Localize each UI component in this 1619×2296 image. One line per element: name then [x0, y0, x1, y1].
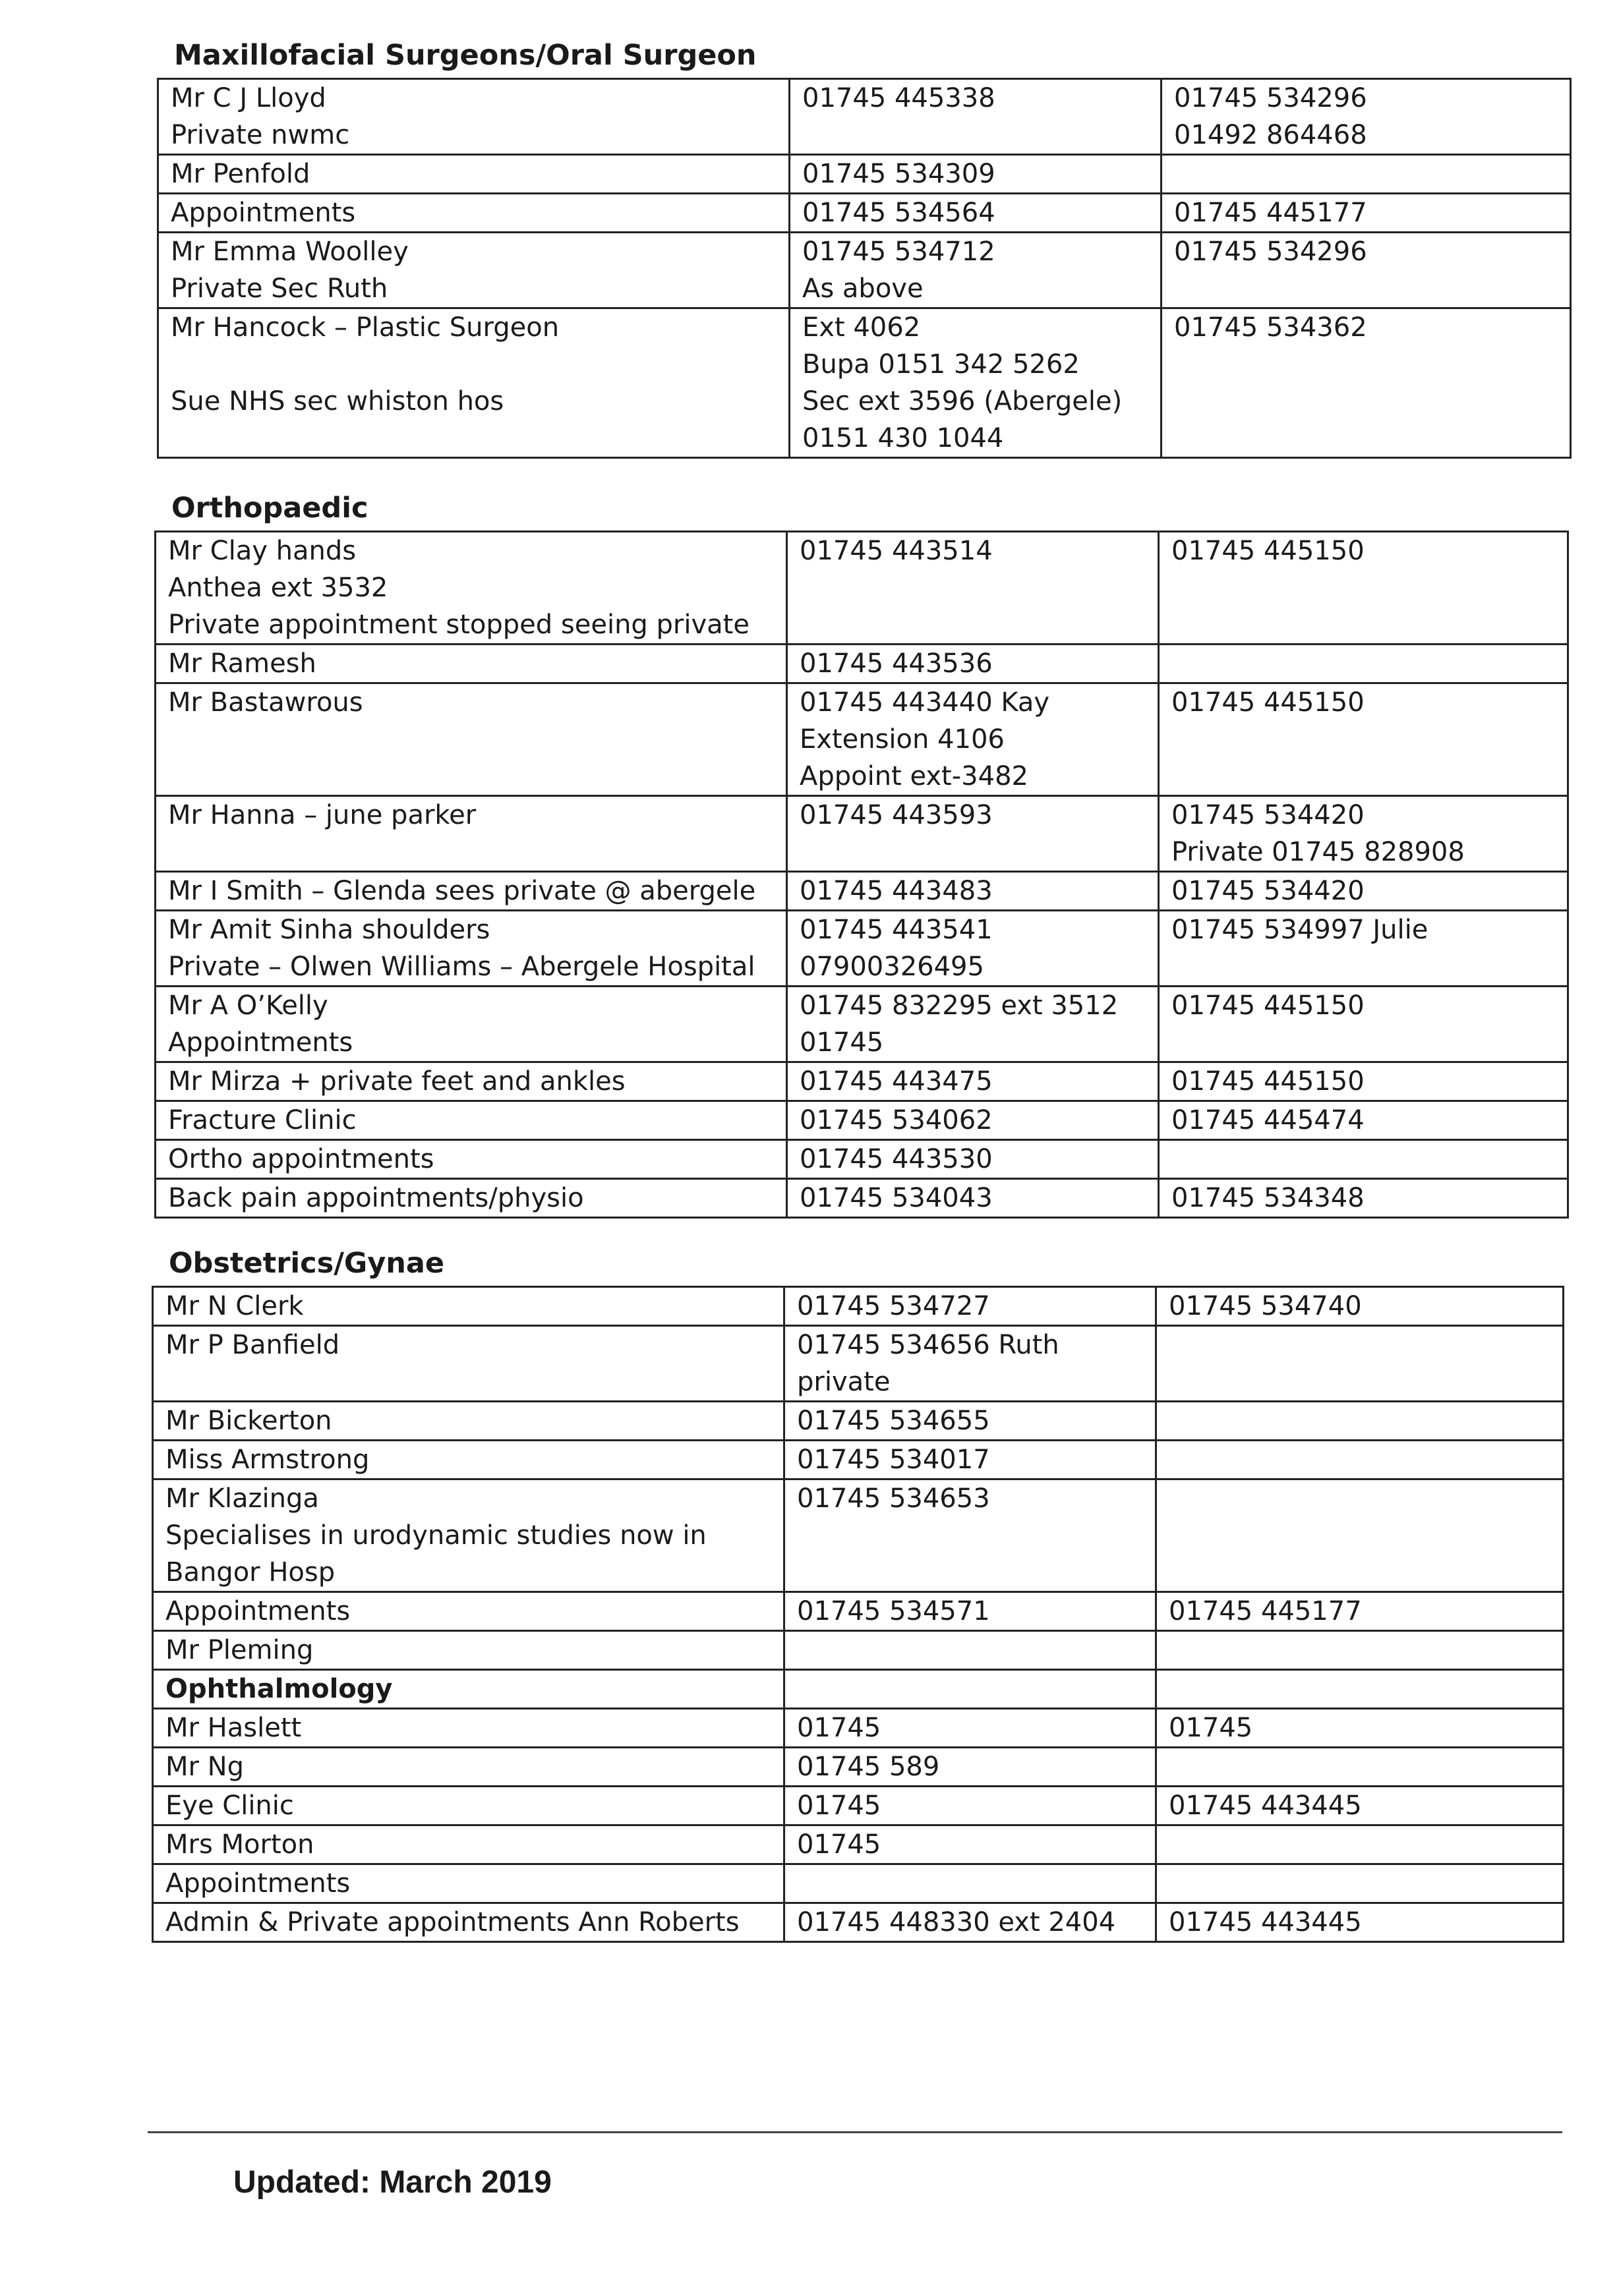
table-row	[156, 1179, 1568, 1218]
table-row	[156, 1140, 1568, 1179]
table-row	[153, 1787, 1564, 1825]
table-row	[153, 1903, 1564, 1942]
contact-name-cell: Mr Pleming	[153, 1631, 784, 1670]
alt-phone-cell: 01745 445177	[1156, 1592, 1564, 1631]
alt-phone-cell: 01745 445177	[1162, 194, 1571, 233]
phone-cell: 01745 534309	[790, 155, 1162, 194]
contact-name-cell: Mr P Banfield	[153, 1326, 784, 1402]
phone-cell: 01745 534017	[784, 1441, 1156, 1479]
phone-cell: 01745	[784, 1709, 1156, 1748]
contact-name-cell: Mr Ramesh	[156, 645, 787, 683]
alt-phone-cell: 01745 534997 Julie	[1159, 911, 1568, 987]
table-row	[158, 308, 1571, 458]
contact-name-cell: Mr Emma Woolley Private Sec Ruth	[158, 233, 790, 308]
contact-name-cell: Mr A O’Kelly Appointments	[156, 987, 787, 1062]
table-row	[158, 194, 1571, 233]
phone-cell: 01745 534653	[784, 1479, 1156, 1592]
phone-cell: 01745 443483	[787, 872, 1159, 911]
phone-cell: 01745 443530	[787, 1140, 1159, 1179]
table-row	[153, 1402, 1564, 1441]
alt-phone-cell: 01745 445150	[1159, 683, 1568, 796]
contact-name-cell: Mr Ng	[153, 1748, 784, 1787]
contact-name-cell: Mr Hanna – june parker	[156, 796, 787, 872]
section-orthopaedic	[154, 491, 1569, 1219]
phone-cell: 01745 589	[784, 1748, 1156, 1787]
table-row	[156, 645, 1568, 683]
contact-name-cell: Mr Amit Sinha shoulders Private – Olwen Williams – Abergele Hospital	[156, 911, 787, 987]
table-row	[153, 1592, 1564, 1631]
table-row	[156, 796, 1568, 872]
contacts-table	[157, 78, 1572, 459]
alt-phone-cell	[1156, 1864, 1564, 1903]
table-row	[156, 1062, 1568, 1101]
phone-cell	[784, 1631, 1156, 1670]
table-row	[156, 683, 1568, 796]
alt-phone-cell: 01745 534740	[1156, 1287, 1564, 1326]
alt-phone-cell: 01745 445474	[1159, 1101, 1568, 1140]
alt-phone-cell	[1162, 155, 1571, 194]
phone-cell: 01745 443541 07900326495	[787, 911, 1159, 987]
contact-name-cell: Mrs Morton	[153, 1825, 784, 1864]
contact-name-cell: Mr Bastawrous	[156, 683, 787, 796]
alt-phone-cell: 01745 534348	[1159, 1179, 1568, 1218]
contact-name-cell: Mr Hancock – Plastic Surgeon Sue NHS sec whiston hos	[158, 308, 790, 458]
contact-name-cell: Mr Klazinga Specialises in urodynamic studies now in Bangor Hosp	[153, 1479, 784, 1592]
phone-cell: 01745 534655	[784, 1402, 1156, 1441]
phone-cell: 01745 443514	[787, 532, 1159, 645]
contact-name-cell: Mr Clay hands Anthea ext 3532 Private appointment stopped seeing private	[156, 532, 787, 645]
contact-name-cell: Mr Penfold	[158, 155, 790, 194]
contacts-table	[154, 531, 1569, 1219]
contact-name-cell: Mr Haslett	[153, 1709, 784, 1748]
contact-name-cell: Appointments	[158, 194, 790, 233]
contact-name-cell: Mr I Smith – Glenda sees private @ abergele	[156, 872, 787, 911]
contacts-table	[152, 1286, 1564, 1943]
table-row	[156, 987, 1568, 1062]
table-row	[158, 79, 1571, 155]
table-row	[153, 1748, 1564, 1787]
contact-name-cell: Ophthalmology	[153, 1670, 784, 1709]
section-heading: Maxillofacial Surgeons/Oral Surgeon	[174, 39, 757, 72]
table-row	[153, 1631, 1564, 1670]
phone-cell: 01745 534712 As above	[790, 233, 1162, 308]
contact-name-cell: Mr Bickerton	[153, 1402, 784, 1441]
contact-name-cell: Appointments	[153, 1592, 784, 1631]
alt-phone-cell	[1156, 1748, 1564, 1787]
alt-phone-cell: 01745	[1156, 1709, 1564, 1748]
contact-name-cell: Mr Mirza + private feet and ankles	[156, 1062, 787, 1101]
alt-phone-cell	[1156, 1670, 1564, 1709]
phone-cell	[784, 1670, 1156, 1709]
phone-cell: 01745 443440 Kay Extension 4106 Appoint ext-3482	[787, 683, 1159, 796]
phone-cell: Ext 4062 Bupa 0151 342 5262 Sec ext 3596 (Abergele) 0151 430 1044	[790, 308, 1162, 458]
section-heading: Obstetrics/Gynae	[169, 1247, 445, 1280]
alt-phone-cell	[1156, 1441, 1564, 1479]
phone-cell: 01745 534656 Ruth private	[784, 1326, 1156, 1402]
phone-cell: 01745 443475	[787, 1062, 1159, 1101]
alt-phone-cell: 01745 534362	[1162, 308, 1571, 458]
table-row	[153, 1825, 1564, 1864]
section-obstetrics-gynae	[152, 1246, 1564, 1943]
table-row	[158, 155, 1571, 194]
table-row	[153, 1864, 1564, 1903]
table-row	[153, 1479, 1564, 1592]
table-row	[153, 1709, 1564, 1748]
contact-name-cell: Mr N Clerk	[153, 1287, 784, 1326]
phone-cell	[784, 1864, 1156, 1903]
section-heading: Orthopaedic	[171, 492, 368, 525]
table-row	[153, 1326, 1564, 1402]
phone-cell: 01745 534571	[784, 1592, 1156, 1631]
phone-cell: 01745 832295 ext 3512 01745	[787, 987, 1159, 1062]
footer-divider	[148, 2131, 1562, 2133]
table-row	[156, 911, 1568, 987]
phone-cell: 01745	[784, 1825, 1156, 1864]
phone-cell: 01745 448330 ext 2404	[784, 1903, 1156, 1942]
alt-phone-cell: 01745 443445	[1156, 1787, 1564, 1825]
contact-name-cell: Appointments	[153, 1864, 784, 1903]
updated-date: Updated: March 2019	[233, 2165, 552, 2200]
phone-cell: 01745 534062	[787, 1101, 1159, 1140]
alt-phone-cell	[1156, 1326, 1564, 1402]
contact-name-cell: Admin & Private appointments Ann Roberts	[153, 1903, 784, 1942]
table-row	[153, 1287, 1564, 1326]
alt-phone-cell: 01745 534296	[1162, 233, 1571, 308]
phone-cell: 01745	[784, 1787, 1156, 1825]
phone-cell: 01745 443593	[787, 796, 1159, 872]
alt-phone-cell: 01745 445150	[1159, 987, 1568, 1062]
contact-name-cell: Back pain appointments/physio	[156, 1179, 787, 1218]
contact-name-cell: Mr C J Lloyd Private nwmc	[158, 79, 790, 155]
alt-phone-cell: 01745 443445	[1156, 1903, 1564, 1942]
alt-phone-cell	[1156, 1631, 1564, 1670]
table-row	[156, 532, 1568, 645]
alt-phone-cell: 01745 534420 Private 01745 828908	[1159, 796, 1568, 872]
table-row	[153, 1670, 1564, 1709]
table-row	[158, 233, 1571, 308]
section-maxillofacial	[157, 38, 1572, 459]
phone-cell: 01745 534564	[790, 194, 1162, 233]
alt-phone-cell: 01745 445150	[1159, 1062, 1568, 1101]
contact-name-cell: Eye Clinic	[153, 1787, 784, 1825]
alt-phone-cell	[1156, 1825, 1564, 1864]
phone-cell: 01745 445338	[790, 79, 1162, 155]
table-row	[153, 1441, 1564, 1479]
phone-cell: 01745 443536	[787, 645, 1159, 683]
contact-name-cell: Ortho appointments	[156, 1140, 787, 1179]
alt-phone-cell	[1156, 1402, 1564, 1441]
table-row	[156, 872, 1568, 911]
contact-name-cell: Fracture Clinic	[156, 1101, 787, 1140]
alt-phone-cell	[1159, 1140, 1568, 1179]
phone-cell: 01745 534727	[784, 1287, 1156, 1326]
alt-phone-cell: 01745 534296 01492 864468	[1162, 79, 1571, 155]
alt-phone-cell	[1159, 645, 1568, 683]
table-row	[156, 1101, 1568, 1140]
alt-phone-cell	[1156, 1479, 1564, 1592]
contact-name-cell: Miss Armstrong	[153, 1441, 784, 1479]
alt-phone-cell: 01745 534420	[1159, 872, 1568, 911]
phone-cell: 01745 534043	[787, 1179, 1159, 1218]
alt-phone-cell: 01745 445150	[1159, 532, 1568, 645]
